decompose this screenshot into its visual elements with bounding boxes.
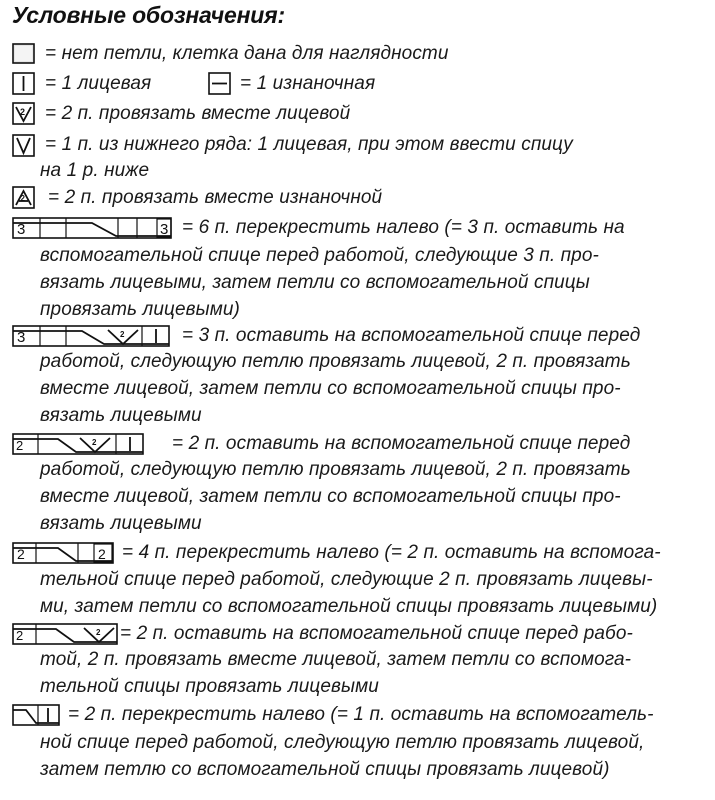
cable-2-k2tog-icon: [12, 623, 118, 647]
legend-text-knit: = 1 лицевая: [45, 73, 152, 94]
legend-text-cable2k2tog-2: той, 2 п. провязать вместе лицевой, затем петли со вспомога-: [40, 649, 632, 670]
legend-text-cable2dec-2: работой, следующую петлю провязать лицевой, 2 п. провязать: [40, 459, 631, 480]
cable-2-left-icon: [12, 704, 60, 728]
cable-3-dec-count: 3: [17, 329, 26, 346]
cable-2-k2tog-count: 2: [16, 628, 24, 643]
legend-text-cable2dec-4: вязать лицевыми: [40, 513, 202, 534]
svg-text:2: 2: [20, 194, 25, 203]
cable-6-left-icon: [12, 217, 174, 241]
legend-text-k2tog: = 2 п. провязать вместе лицевой: [45, 103, 351, 124]
cable-2-dec-count: 2: [16, 438, 24, 453]
knit-below-icon: [12, 134, 36, 158]
knit-stitch-icon: [12, 72, 36, 96]
legend-text-cable2dec-3: вместе лицевой, затем петли со вспомогательной спицы про-: [40, 486, 621, 507]
legend-text-cable2-2: ной спице перед работой, следующую петлю провязать лицевой,: [40, 732, 645, 753]
cable-4-count-left: 2: [17, 546, 25, 562]
legend-text-cable4-1: = 4 п. перекрестить налево (= 2 п. оставить на вспомога-: [122, 542, 661, 563]
legend-text-cable3dec-1: = 3 п. оставить на вспомогательной спице перед: [182, 325, 641, 346]
svg-text:2: 2: [20, 107, 26, 117]
cable-3-dec-icon: [12, 325, 172, 349]
legend-text-knit-below-2: на 1 р. ниже: [40, 160, 150, 181]
purl-stitch-icon: [208, 72, 232, 96]
legend-text-cable4-3: ми, затем петли со вспомогательной спицы провязать лицевыми): [40, 596, 658, 617]
knit-two-together-icon: [12, 102, 36, 126]
cable-6-count-left: 3: [17, 221, 26, 238]
legend-text-cable4-2: тельной спице перед работой, следующие 2 п. провязать лицевы-: [40, 569, 653, 590]
legend-text-cable2k2tog-3: тельной спицы провязать лицевыми: [40, 676, 379, 697]
legend-text-cable3dec-4: вязать лицевыми: [40, 405, 202, 426]
legend-text-cable3dec-2: работой, следующую петлю провязать лицевой, 2 п. провязать: [40, 351, 631, 372]
svg-text:2: 2: [96, 628, 101, 637]
legend-text-cable6-3: вязать лицевыми, затем петли со вспомогательной спицы: [40, 272, 590, 293]
cable-6-count-right: 3: [160, 221, 169, 238]
empty-cell-icon: [12, 43, 36, 65]
legend-text-cable6-1: = 6 п. перекрестить налево (= 3 п. оставить на: [182, 217, 625, 238]
cable-2-dec-icon: [12, 433, 146, 457]
purl-two-together-icon: [12, 186, 36, 210]
legend-text-purl: = 1 изнаночная: [240, 73, 376, 94]
svg-text:2: 2: [120, 330, 125, 339]
svg-text:2: 2: [92, 438, 97, 447]
legend-title: Условные обозначения:: [12, 2, 285, 28]
legend-text-cable2k2tog-1: = 2 п. оставить на вспомогательной спице перед рабо-: [120, 623, 633, 644]
legend-text-cable3dec-3: вместе лицевой, затем петли со вспомогательной спицы про-: [40, 378, 621, 399]
legend-text-empty: = нет петли, клетка дана для наглядности: [45, 43, 449, 64]
cable-4-left-icon: [12, 542, 116, 566]
cable-4-count-right: 2: [98, 546, 106, 562]
legend-text-cable6-2: вспомогательной спице перед работой, следующие 3 п. про-: [40, 245, 599, 266]
legend-text-cable2-3: затем петлю со вспомогательной спицы провязать лицевой): [40, 759, 610, 780]
legend-text-p2tog: = 2 п. провязать вместе изнаночной: [48, 187, 383, 208]
legend-text-knit-below-1: = 1 п. из нижнего ряда: 1 лицевая, при этом ввести спицу: [45, 134, 573, 155]
legend-text-cable6-4: провязать лицевыми): [40, 299, 240, 320]
legend-text-cable2dec-1: = 2 п. оставить на вспомогательной спице перед: [172, 433, 631, 454]
legend-text-cable2-1: = 2 п. перекрестить налево (= 1 п. оставить на вспомогатель-: [68, 704, 654, 725]
